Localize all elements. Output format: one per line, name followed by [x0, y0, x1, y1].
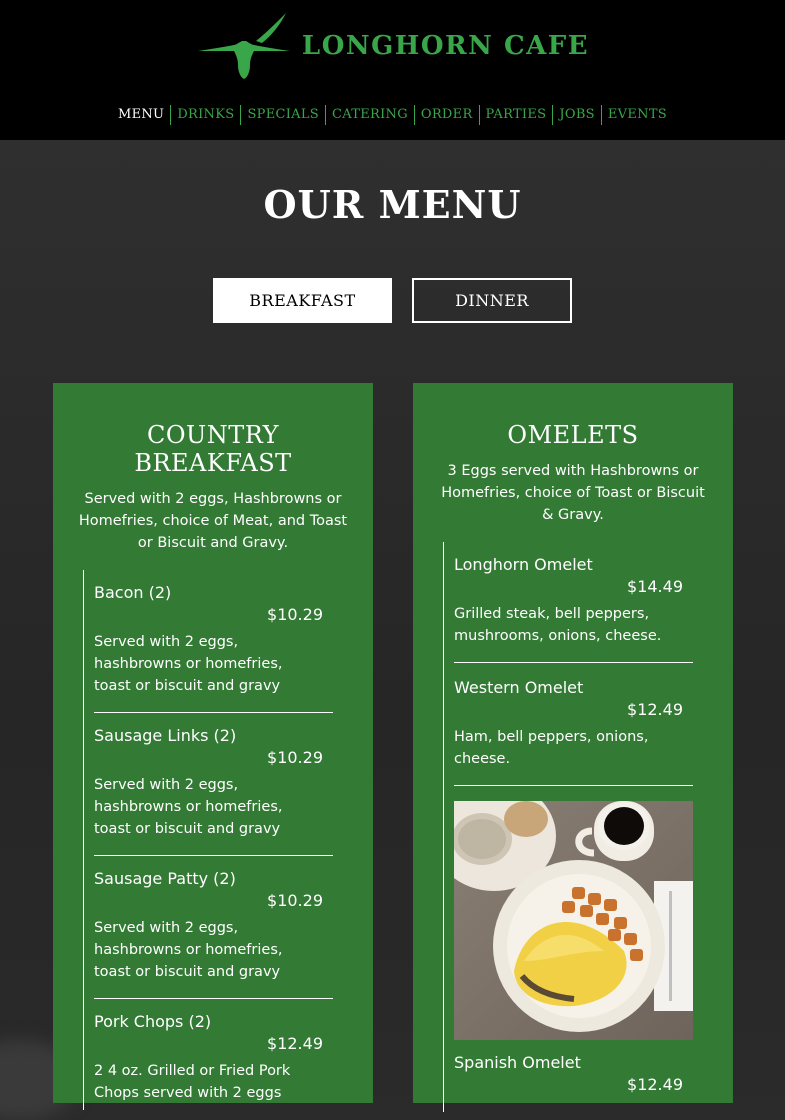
site-header — [0, 0, 785, 140]
menu-item — [94, 999, 333, 1104]
menu-item-list — [83, 570, 334, 1110]
section-title-line2: BREAKFAST — [134, 449, 292, 477]
nav-menu[interactable]: MENU — [117, 107, 165, 122]
item-divider — [454, 785, 693, 786]
nav-jobs[interactable]: JOBS — [552, 105, 601, 125]
menu-item-list — [443, 542, 694, 1112]
item-description: 2 4 oz. Grilled or Fried Pork Chops served with 2 eggs — [94, 1063, 291, 1101]
nav-specials[interactable]: SPECIALS — [240, 105, 325, 125]
omelets-card — [413, 383, 733, 1103]
item-description: Grilled steak, bell peppers, mushrooms, onions, cheese. — [454, 606, 662, 644]
section-description: 3 Eggs served with Hashbrowns or Homefries, choice of Toast or Biscuit & Gravy. — [441, 463, 705, 523]
section-title-line1: COUNTRY — [147, 421, 279, 449]
item-name: Longhorn Omelet — [454, 555, 593, 574]
item-description: Served with 2 eggs, hashbrowns or homefries, toast or biscuit and gravy — [94, 777, 283, 837]
section-description: Served with 2 eggs, Hashbrowns or Homefries, choice of Meat, and Toast or Biscuit and Gravy. — [78, 491, 348, 551]
menu-item — [454, 663, 693, 786]
item-name: Western Omelet — [454, 678, 584, 697]
page-title: OUR MENU — [263, 182, 522, 227]
item-name: Sausage Patty (2) — [94, 869, 236, 888]
item-price: $12.49 — [627, 700, 683, 719]
country-breakfast-card — [53, 383, 373, 1103]
item-price: $10.29 — [267, 748, 323, 767]
brand-name: LONGHORN CAFE — [301, 31, 590, 61]
item-name: Bacon (2) — [94, 583, 172, 602]
menu-item — [94, 856, 333, 999]
menu-item — [454, 542, 693, 663]
tab-breakfast[interactable]: BREAKFAST — [213, 278, 392, 323]
item-price: $10.29 — [267, 605, 323, 624]
main-nav — [0, 104, 785, 126]
item-description: Ham, bell peppers, onions, cheese. — [454, 729, 649, 767]
menu-item — [94, 713, 333, 856]
longhorn-icon — [196, 11, 292, 81]
item-description: Served with 2 eggs, hashbrowns or homefries, toast or biscuit and gravy — [94, 634, 283, 694]
logo[interactable] — [0, 10, 785, 82]
omelet-plate-image — [454, 801, 693, 1040]
item-name: Pork Chops (2) — [94, 1012, 212, 1031]
item-price: $12.49 — [267, 1034, 323, 1053]
nav-drinks[interactable]: DRINKS — [170, 105, 240, 125]
nav-order[interactable]: ORDER — [414, 105, 479, 125]
section-title: OMELETS — [507, 421, 639, 449]
nav-catering[interactable]: CATERING — [325, 105, 414, 125]
menu-item — [454, 1040, 693, 1096]
item-description: Served with 2 eggs, hashbrowns or homefries, toast or biscuit and gravy — [94, 920, 283, 980]
item-price: $12.49 — [627, 1075, 683, 1094]
item-name: Sausage Links (2) — [94, 726, 237, 745]
tab-dinner[interactable]: DINNER — [412, 278, 572, 323]
item-price: $14.49 — [627, 577, 683, 596]
menu-item — [94, 570, 333, 713]
nav-events[interactable]: EVENTS — [601, 105, 673, 125]
item-price: $10.29 — [267, 891, 323, 910]
omelet-photo — [454, 801, 693, 1040]
item-name: Spanish Omelet — [454, 1053, 581, 1072]
nav-parties[interactable]: PARTIES — [479, 105, 553, 125]
